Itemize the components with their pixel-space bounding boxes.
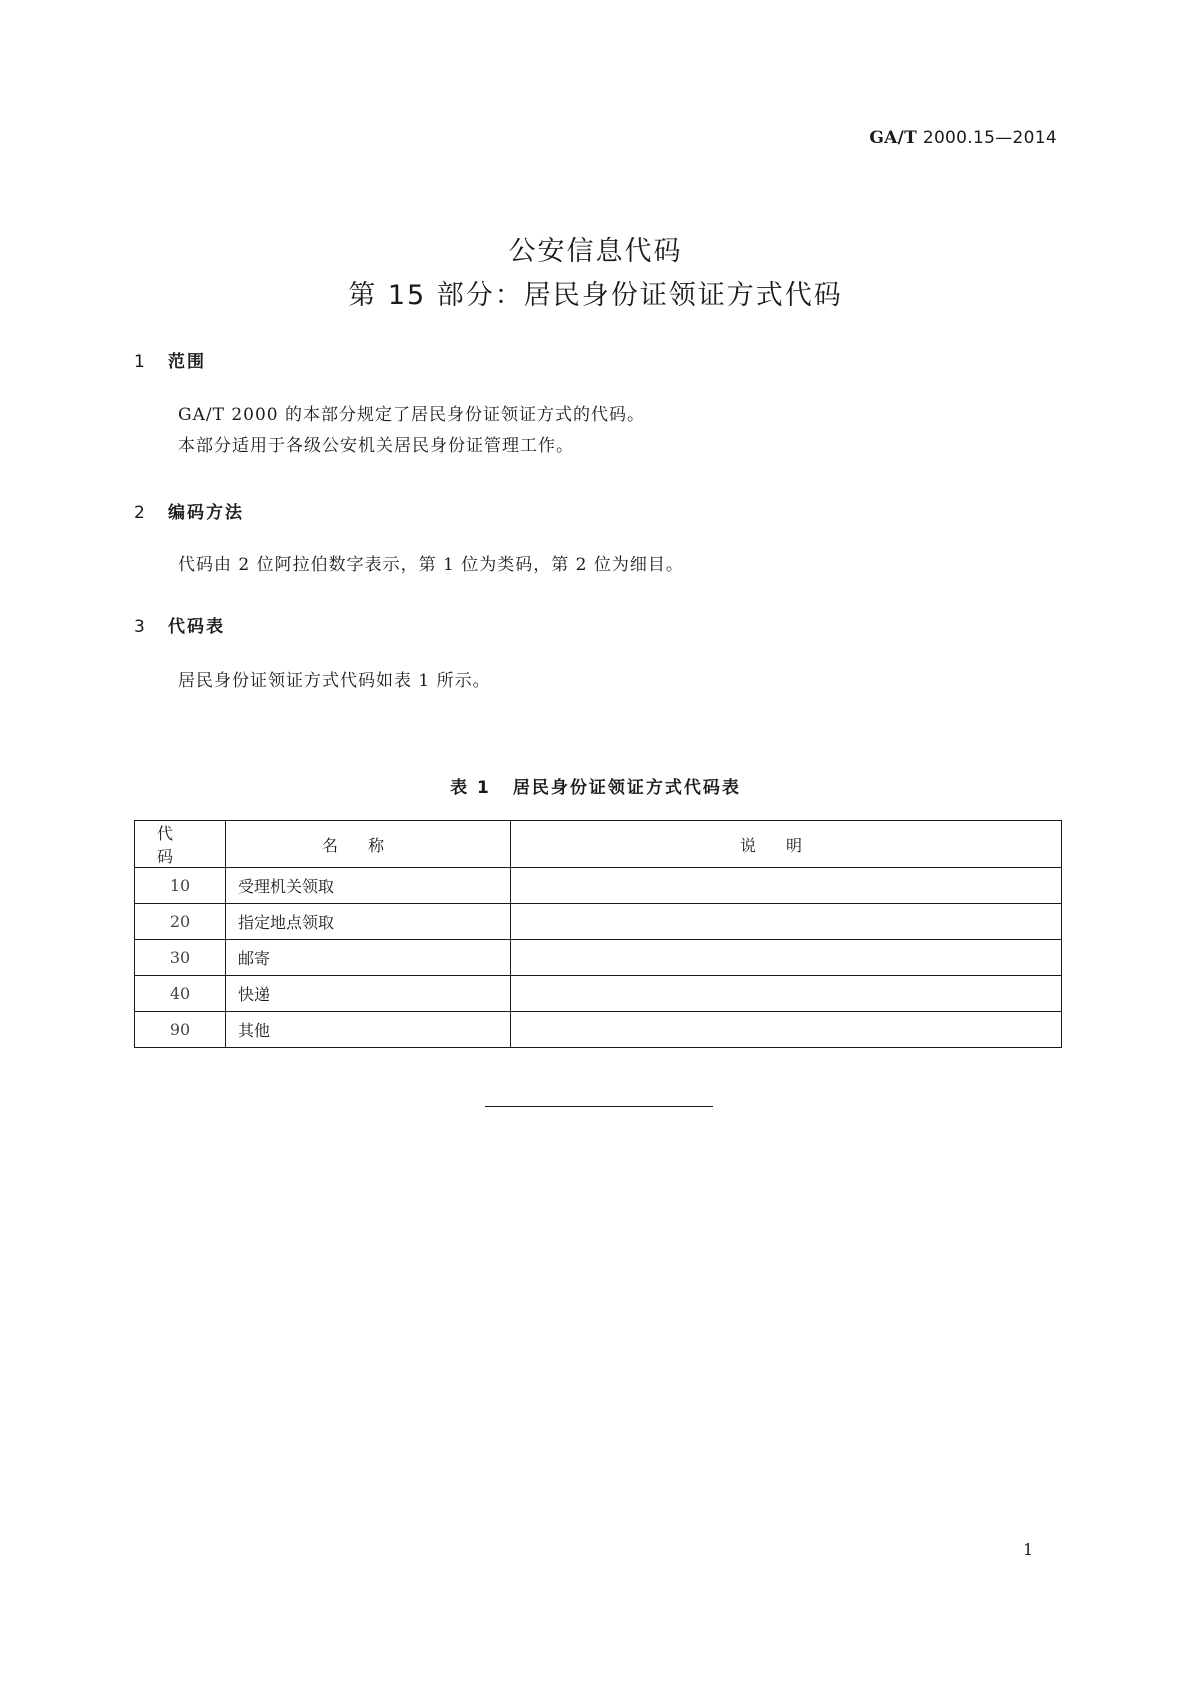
code-cell: 30 <box>135 940 226 976</box>
code-cell: 10 <box>135 868 226 904</box>
code-cell: 90 <box>135 1012 226 1048</box>
section-number: 2 <box>134 503 147 523</box>
description-cell <box>511 976 1062 1012</box>
description-cell <box>511 940 1062 976</box>
header-name: 名称 <box>226 821 511 868</box>
section-heading-scope <box>134 347 206 372</box>
table-row <box>135 904 1062 940</box>
code-cell: 40 <box>135 976 226 1012</box>
section-number: 1 <box>134 352 147 372</box>
page-number: 1 <box>1023 1540 1034 1559</box>
table-row <box>135 868 1062 904</box>
description-cell <box>511 1012 1062 1048</box>
table-caption-label: 表 1 <box>450 778 491 798</box>
table-row <box>135 940 1062 976</box>
standard-number: 2000.15—2014 <box>922 128 1057 148</box>
end-of-document-rule <box>485 1106 713 1107</box>
name-cell: 快递 <box>226 976 511 1012</box>
section-heading-coding-method <box>134 498 244 523</box>
header-description: 说明 <box>511 821 1062 868</box>
standard-identifier <box>869 128 1057 148</box>
code-table <box>134 820 1062 1048</box>
name-cell: 受理机关领取 <box>226 868 511 904</box>
standard-prefix: GA/T <box>869 128 918 148</box>
document-title <box>0 230 1191 318</box>
section-title: 代码表 <box>168 617 225 637</box>
section-paragraph: GA/T 2000 的本部分规定了居民身份证领证方式的代码。 <box>178 405 645 425</box>
name-cell: 其他 <box>226 1012 511 1048</box>
title-line-2: 第 15 部分：居民身份证领证方式代码 <box>348 280 843 311</box>
section-paragraph: 代码由 2 位阿拉伯数字表示，第 1 位为类码，第 2 位为细目。 <box>178 555 684 575</box>
section-paragraph: 居民身份证领证方式代码如表 1 所示。 <box>178 671 491 691</box>
title-line-1: 公安信息代码 <box>508 236 683 267</box>
table-row <box>135 976 1062 1012</box>
section-number: 3 <box>134 617 147 637</box>
name-cell: 指定地点领取 <box>226 904 511 940</box>
section-title: 范围 <box>168 352 206 372</box>
table-caption <box>0 773 1191 798</box>
section-paragraph: 本部分适用于各级公安机关居民身份证管理工作。 <box>178 436 574 456</box>
table-header-row <box>135 821 1062 868</box>
table-row <box>135 1012 1062 1048</box>
section-heading-code-table <box>134 612 225 637</box>
description-cell <box>511 904 1062 940</box>
table-caption-title: 居民身份证领证方式代码表 <box>512 778 741 798</box>
name-cell: 邮寄 <box>226 940 511 976</box>
code-cell: 20 <box>135 904 226 940</box>
description-cell <box>511 868 1062 904</box>
section-title: 编码方法 <box>168 503 244 523</box>
header-code: 代码 <box>135 821 226 868</box>
